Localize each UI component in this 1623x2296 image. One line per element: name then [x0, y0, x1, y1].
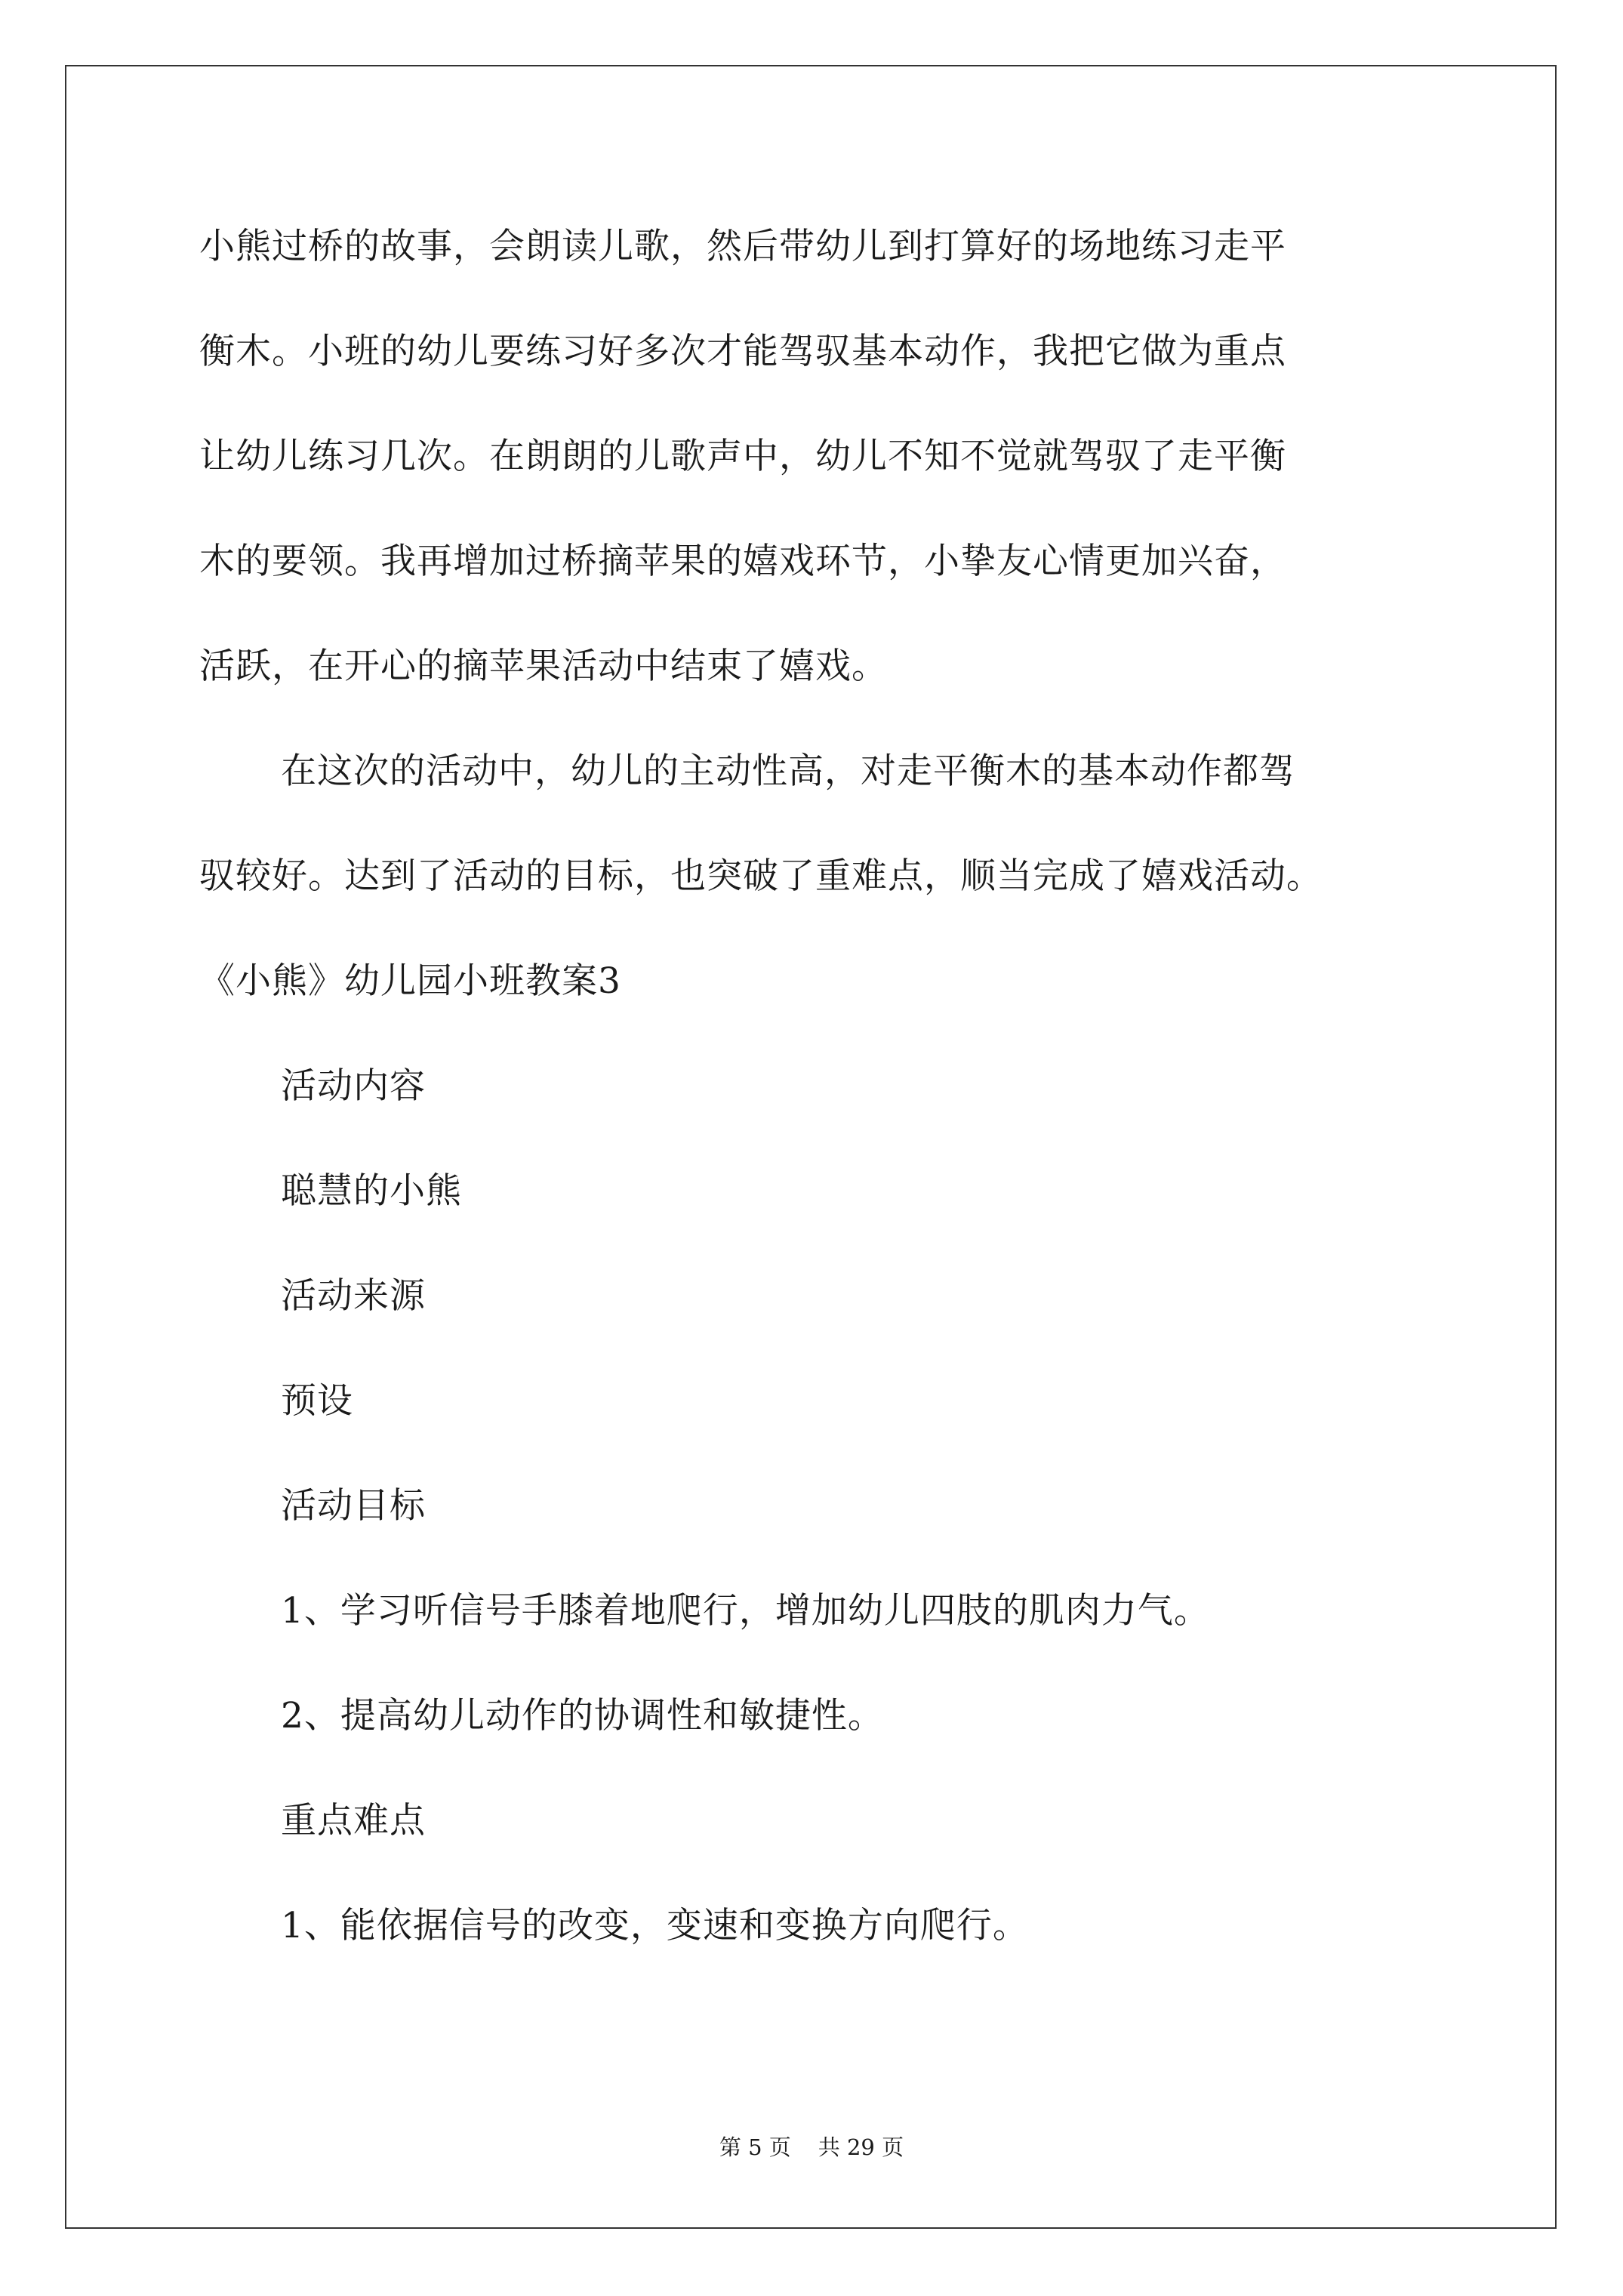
page-number: 第 5 页 [719, 2134, 791, 2160]
paragraph-line: 木的要领。我再增加过桥摘苹果的嬉戏环节，小挚友心情更加兴奋， [199, 541, 1286, 582]
page-total: 共 29 页 [818, 2134, 904, 2160]
page-footer [0, 2131, 1623, 2162]
subheading-activity-content: 活动内容 [281, 1065, 426, 1107]
paragraph-line: 衡木。小班的幼儿要练习好多次才能驾驭基本动作，我把它做为重点 [199, 331, 1286, 372]
paragraph-line: 在这次的活动中，幼儿的主动性高，对走平衡木的基本动作都驾 [281, 750, 1295, 792]
paragraph-line: 预设 [281, 1380, 353, 1422]
paragraph-line: 驭较好。达到了活动的目标，也突破了重难点，顺当完成了嬉戏活动。 [199, 855, 1323, 897]
subheading-activity-source: 活动来源 [281, 1275, 426, 1317]
subheading-activity-goals: 活动目标 [281, 1485, 426, 1527]
paragraph-line: 活跃，在开心的摘苹果活动中结束了嬉戏。 [199, 646, 888, 687]
subheading-key-points: 重点难点 [281, 1800, 426, 1841]
list-item: 2、提高幼儿动作的协调性和敏捷性。 [281, 1695, 884, 1737]
document-body [199, 220, 1437, 2005]
paragraph-line: 让幼儿练习几次。在朗朗的儿歌声中，幼儿不知不觉就驾驭了走平衡 [199, 436, 1286, 477]
paragraph-line: 聪慧的小熊 [281, 1170, 462, 1212]
paragraph-line: 小熊过桥的故事，会朗读儿歌，然后带幼儿到打算好的场地练习走平 [199, 226, 1286, 267]
list-item: 1、学习听信号手膝着地爬行，增加幼儿四肢的肌肉力气。 [281, 1590, 1210, 1632]
section-heading: 《小熊》幼儿园小班教案3 [199, 960, 621, 1002]
list-item: 1、能依据信号的改变，变速和变换方向爬行。 [281, 1905, 1029, 1946]
